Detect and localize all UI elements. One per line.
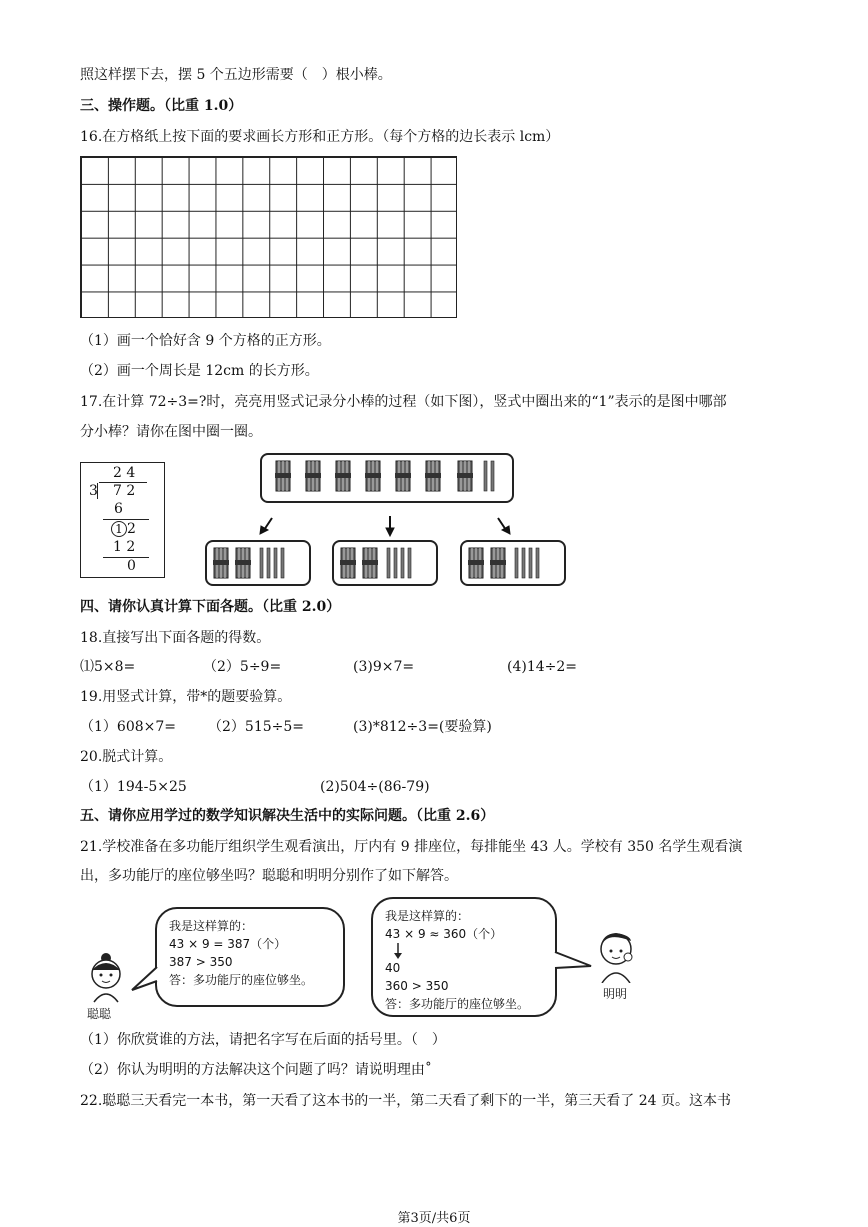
- sticks-illustration: [200, 450, 580, 590]
- division-dividend: 7 2: [113, 483, 136, 499]
- bubble-right-line4: 360 > 350: [385, 979, 449, 993]
- q18-item-3: (3)9×7=: [353, 659, 415, 675]
- bubble-left-tail: [130, 965, 160, 995]
- q21-part1: （1）你欣赏谁的方法，请把名字写在后面的括号里。（ ）: [80, 1032, 446, 1048]
- q18-item-2: （2）5÷9=: [203, 659, 282, 675]
- division-remainder: 0: [127, 558, 136, 574]
- q19-item-1: （1）608×7=: [80, 719, 176, 735]
- square-grid[interactable]: [80, 156, 457, 318]
- bottom-left-group: [213, 548, 284, 578]
- q17-text-line2: 分小棒？请你在图中圈一圈。: [80, 424, 262, 440]
- division-circled-one: 1: [111, 521, 127, 537]
- bubble-left-line1: 我是这样算的：: [169, 919, 254, 933]
- bubble-congcong: [155, 907, 345, 1007]
- q19-item-2: （2）515÷5=: [208, 719, 304, 735]
- q16-part1: （1）画一个恰好含 9 个方格的正方形。: [80, 333, 331, 349]
- bubble-right-tail: [553, 948, 593, 978]
- q20-text: 20.脱式计算。: [80, 749, 173, 765]
- q19-item-3: (3)*812÷3=(要验算): [353, 719, 492, 735]
- division-quotient: 2 4: [113, 465, 136, 481]
- division-divisor: 3: [89, 483, 98, 499]
- q21-text-line1: 21.学校准备在多功能厅组织学生观看演出，厅内有 9 排座位，每排能坐 43 人。学校有 350 名学生观看演: [80, 839, 743, 855]
- division-line1: [103, 519, 149, 520]
- bubble-left-line2: 43 × 9 = 387（个）: [169, 937, 287, 951]
- bubble-right-line3: 40: [385, 961, 401, 975]
- bubble-left-line3: 387 > 350: [169, 955, 233, 969]
- q18-text: 18.直接写出下面各题的得数。: [80, 630, 271, 646]
- bubble-right-arrow: [385, 943, 543, 959]
- bubble-right-line2: 43 × 9 ≈ 360（个）: [385, 927, 503, 941]
- q20-item-1: （1）194-5×25: [80, 779, 187, 795]
- name-mingming: 明明: [603, 987, 628, 1001]
- q16-part2: （2）画一个周长是 12cm 的长方形。: [80, 363, 319, 379]
- name-congcong: 聪聪: [87, 1007, 112, 1021]
- congcong-figure: [80, 948, 132, 1004]
- section-4-heading: 四、请你认真计算下面各题。（比重 2.0）: [80, 599, 341, 615]
- q18-item-4: (4)14÷2=: [507, 659, 578, 675]
- section-5-heading: 五、请你应用学过的数学知识解决生活中的实际问题。（比重 2.6）: [80, 808, 495, 824]
- division-step2-rest: 2: [127, 521, 136, 537]
- bubble-right-line5: 答：多功能厅的座位够坐。: [385, 997, 530, 1011]
- division-bracket: [97, 483, 98, 499]
- bubble-mingming: [371, 897, 557, 1017]
- division-step1: 6: [114, 501, 123, 517]
- q19-text: 19.用竖式计算，带*的题要验算。: [80, 689, 292, 705]
- q15-tail: 照这样摆下去，摆 5 个五边形需要（ ）根小棒。: [80, 67, 392, 83]
- top-bundles: [275, 461, 494, 491]
- q21-part2: （2）你认为明明的方法解决这个问题了吗？请说明理由˚: [80, 1062, 432, 1078]
- arrows: [260, 516, 510, 536]
- q16-text: 16.在方格纸上按下面的要求画长方形和正方形。（每个方格的边长表示 lcm）: [80, 129, 560, 145]
- q17-text-line1: 17.在计算 72÷3=?时，亮亮用竖式记录分小棒的过程（如下图），竖式中圈出来的“1”表示的是图中哪部: [80, 394, 727, 410]
- mingming-figure: [592, 927, 640, 983]
- q20-item-2: (2)504÷(86-79): [320, 779, 430, 795]
- division-step3: 1 2: [113, 539, 136, 555]
- q18-item-1: ⑴5×8=: [80, 659, 136, 675]
- page-footer: 第3页/共6页: [397, 1211, 471, 1226]
- long-division-box: [80, 462, 165, 578]
- section-3-heading: 三、操作题。（比重 1.0）: [80, 98, 243, 114]
- q21-text-line2: 出，多功能厅的座位够坐吗？聪聪和明明分别作了如下解答。: [80, 868, 458, 884]
- bubble-right-line1: 我是这样算的：: [385, 909, 470, 923]
- bottom-middle-group: [340, 548, 411, 578]
- division-line2: [103, 557, 149, 558]
- bottom-right-group: [468, 548, 539, 578]
- bubble-left-line4: 答：多功能厅的座位够坐。: [169, 973, 314, 987]
- q22-text: 22.聪聪三天看完一本书，第一天看了这本书的一半，第二天看了剩下的一半，第三天看了 24 页。这本书: [80, 1093, 731, 1109]
